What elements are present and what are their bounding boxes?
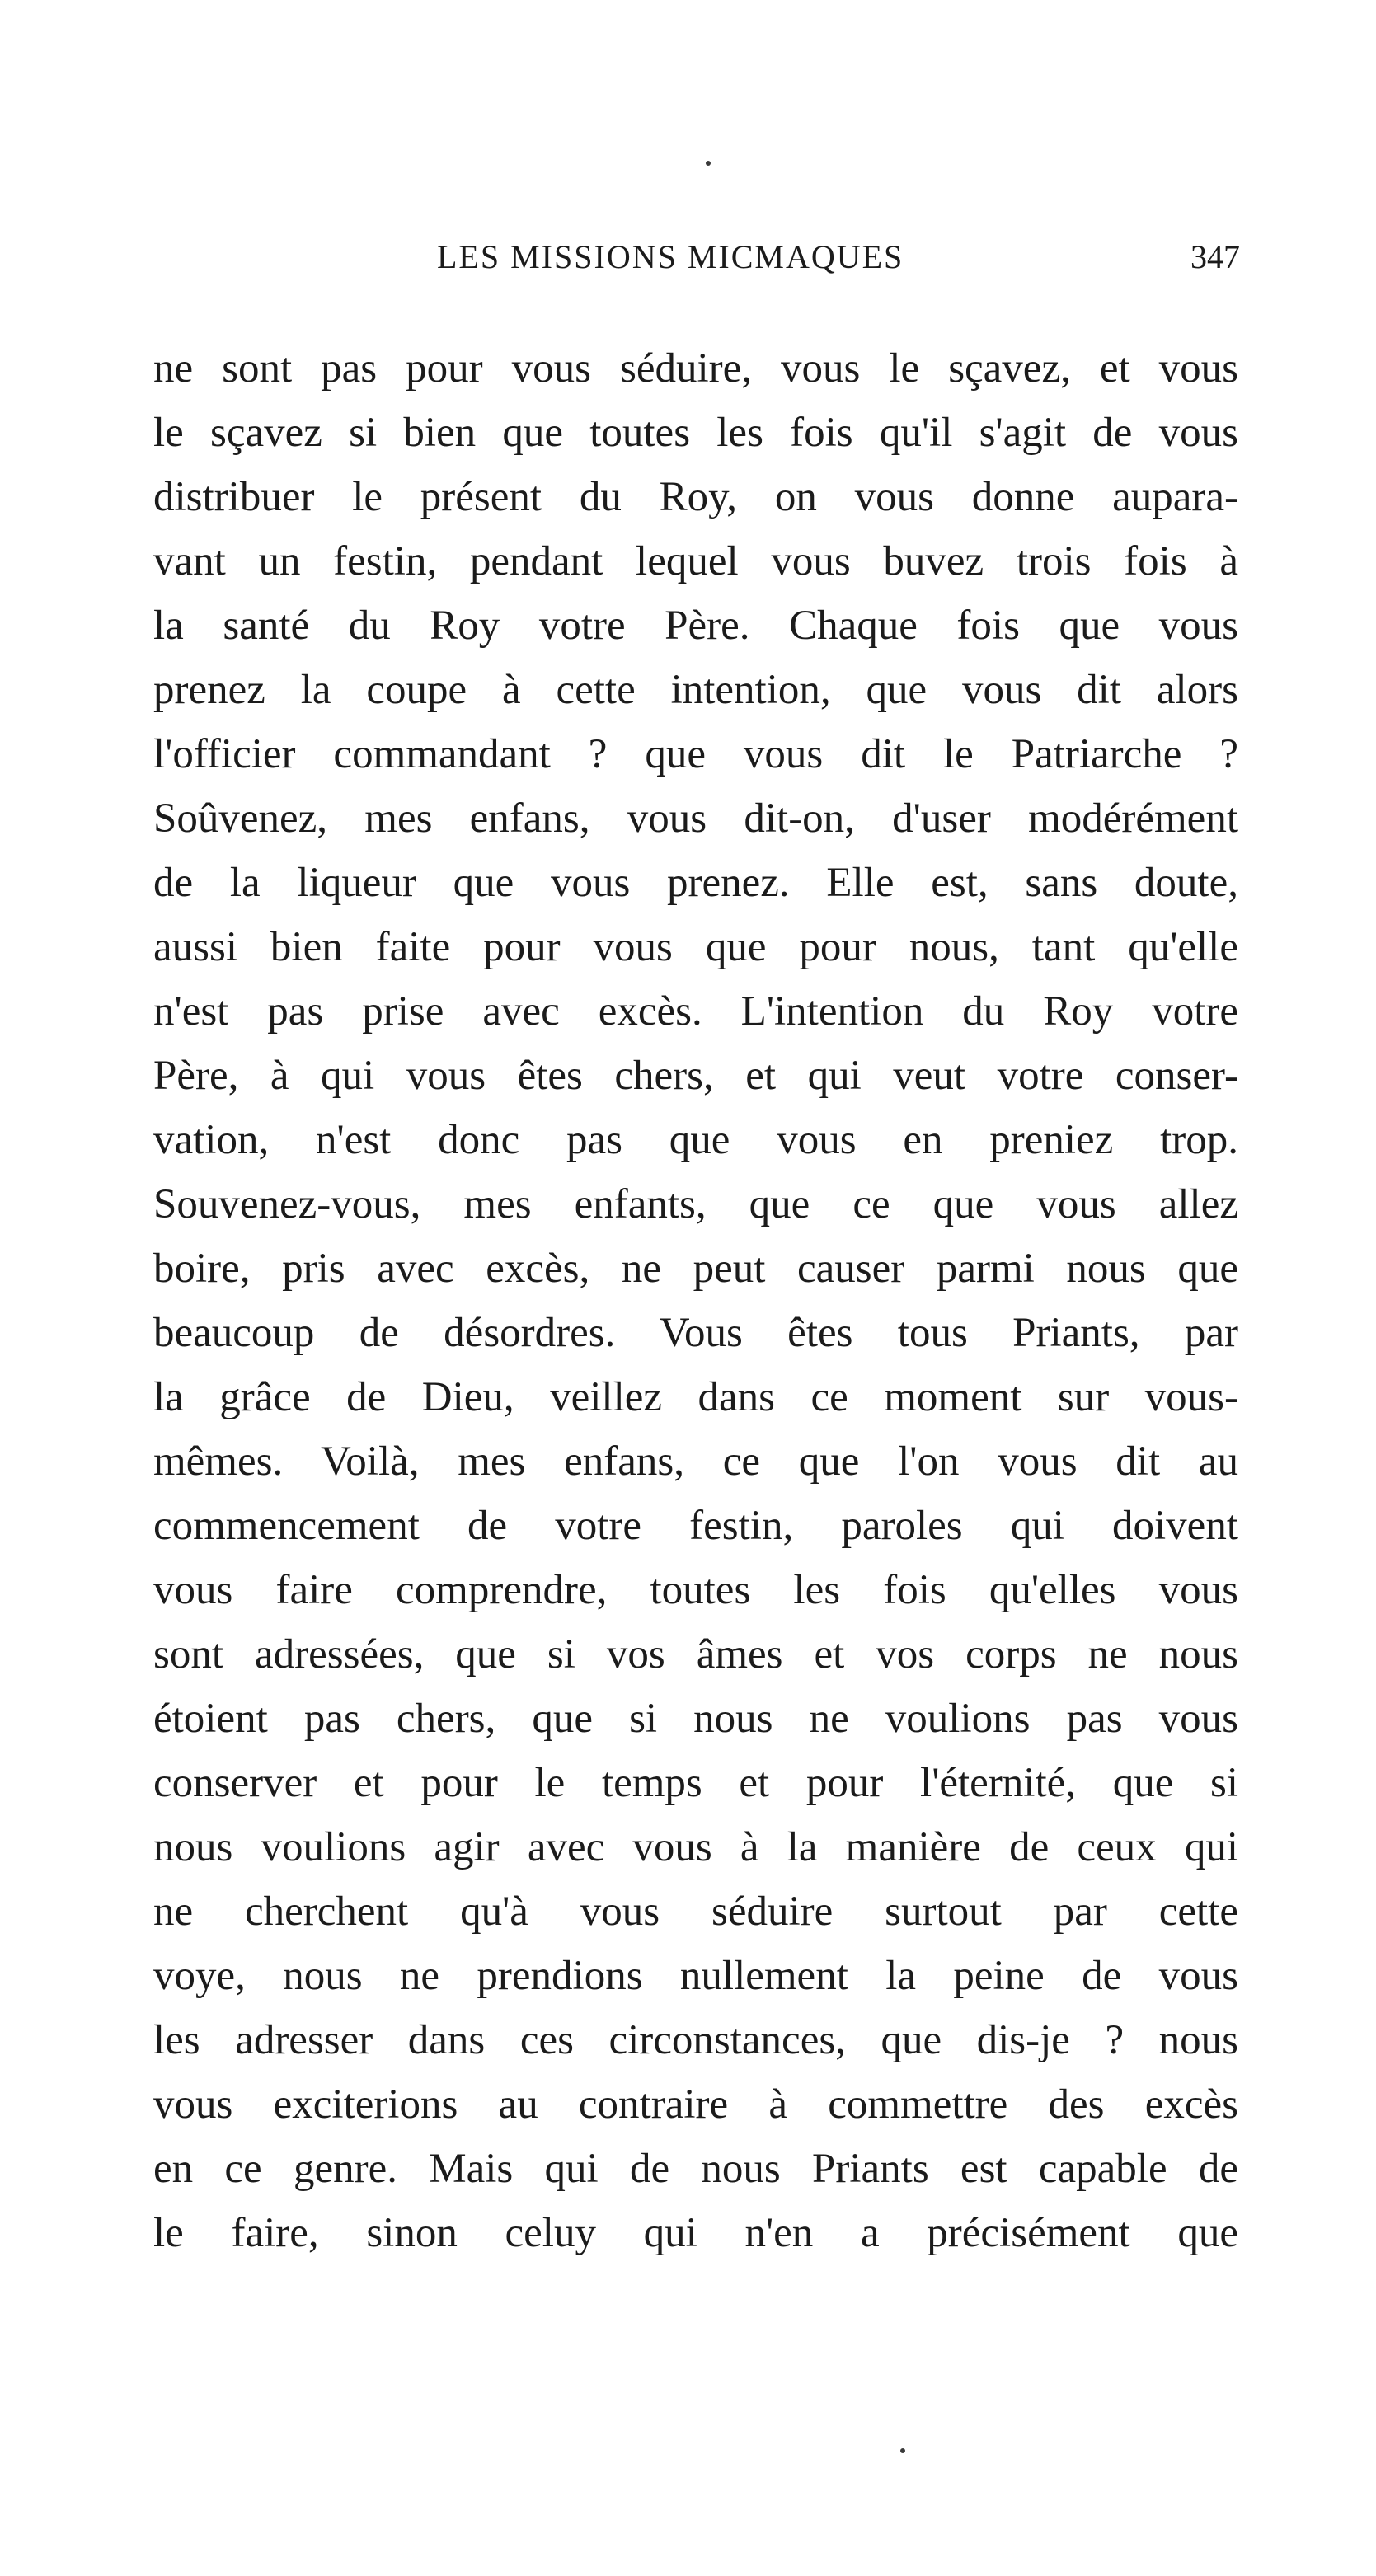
ink-speck bbox=[706, 161, 711, 166]
text-line: vation, n'est donc pas que vous en preniez trop. bbox=[153, 1117, 1238, 1163]
text-line: en ce genre. Mais qui de nous Priants est capable de bbox=[153, 2146, 1238, 2192]
text-line: beaucoup de désordres. Vous êtes tous Priants, par bbox=[153, 1310, 1238, 1356]
text-line: n'est pas prise avec excès. L'intention du Roy votre bbox=[153, 988, 1238, 1035]
body-text bbox=[153, 336, 1238, 2265]
text-line: commencement de votre festin, paroles qui doivent bbox=[153, 1503, 1238, 1549]
text-line: de la liqueur que vous prenez. Elle est, sans doute, bbox=[153, 860, 1238, 906]
text-line: la santé du Roy votre Père. Chaque fois que vous bbox=[153, 603, 1238, 649]
text-line: boire, pris avec excès, ne peut causer parmi nous que bbox=[153, 1246, 1238, 1292]
ink-speck bbox=[900, 2448, 905, 2453]
text-line: prenez la coupe à cette intention, que vous dit alors bbox=[153, 667, 1238, 713]
running-head: LES MISSIONS MICMAQUES bbox=[437, 238, 904, 275]
text-line: distribuer le présent du Roy, on vous donne aupara- bbox=[153, 474, 1238, 520]
text-line: la grâce de Dieu, veillez dans ce moment sur vous- bbox=[153, 1374, 1238, 1420]
text-line: Père, à qui vous êtes chers, et qui veut votre conser- bbox=[153, 1053, 1238, 1099]
text-line: Soûvenez, mes enfans, vous dit-on, d'user modérément bbox=[153, 795, 1238, 842]
text-line: sont adressées, que si vos âmes et vos corps ne nous bbox=[153, 1631, 1238, 1677]
text-line: nous voulions agir avec vous à la manière de ceux qui bbox=[153, 1824, 1238, 1870]
text-line: mêmes. Voilà, mes enfans, ce que l'on vous dit au bbox=[153, 1438, 1238, 1485]
text-line: le faire, sinon celuy qui n'en a précisément que bbox=[153, 2210, 1238, 2256]
text-line: ne cherchent qu'à vous séduire surtout par cette bbox=[153, 1889, 1238, 1935]
text-line: conserver et pour le temps et pour l'éternité, que si bbox=[153, 1760, 1238, 1806]
text-line: vant un festin, pendant lequel vous buvez trois fois à bbox=[153, 538, 1238, 584]
text-line: Souvenez-vous, mes enfants, que ce que vous allez bbox=[153, 1181, 1238, 1227]
text-line: le sçavez si bien que toutes les fois qu'il s'agit de vous bbox=[153, 410, 1238, 456]
text-line: étoient pas chers, que si nous ne voulions pas vous bbox=[153, 1696, 1238, 1742]
text-line: vous exciterions au contraire à commettre des excès bbox=[153, 2081, 1238, 2128]
page-number: 347 bbox=[1190, 238, 1240, 275]
text-line: ne sont pas pour vous séduire, vous le sçavez, et vous bbox=[153, 345, 1238, 392]
text-line: aussi bien faite pour vous que pour nous, tant qu'elle bbox=[153, 924, 1238, 970]
text-line: les adresser dans ces circonstances, que dis-je ? nous bbox=[153, 2017, 1238, 2063]
text-line: l'officier commandant ? que vous dit le Patriarche ? bbox=[153, 731, 1238, 777]
text-line: voye, nous ne prendions nullement la peine de vous bbox=[153, 1953, 1238, 1999]
text-line: vous faire comprendre, toutes les fois qu'elles vous bbox=[153, 1567, 1238, 1613]
